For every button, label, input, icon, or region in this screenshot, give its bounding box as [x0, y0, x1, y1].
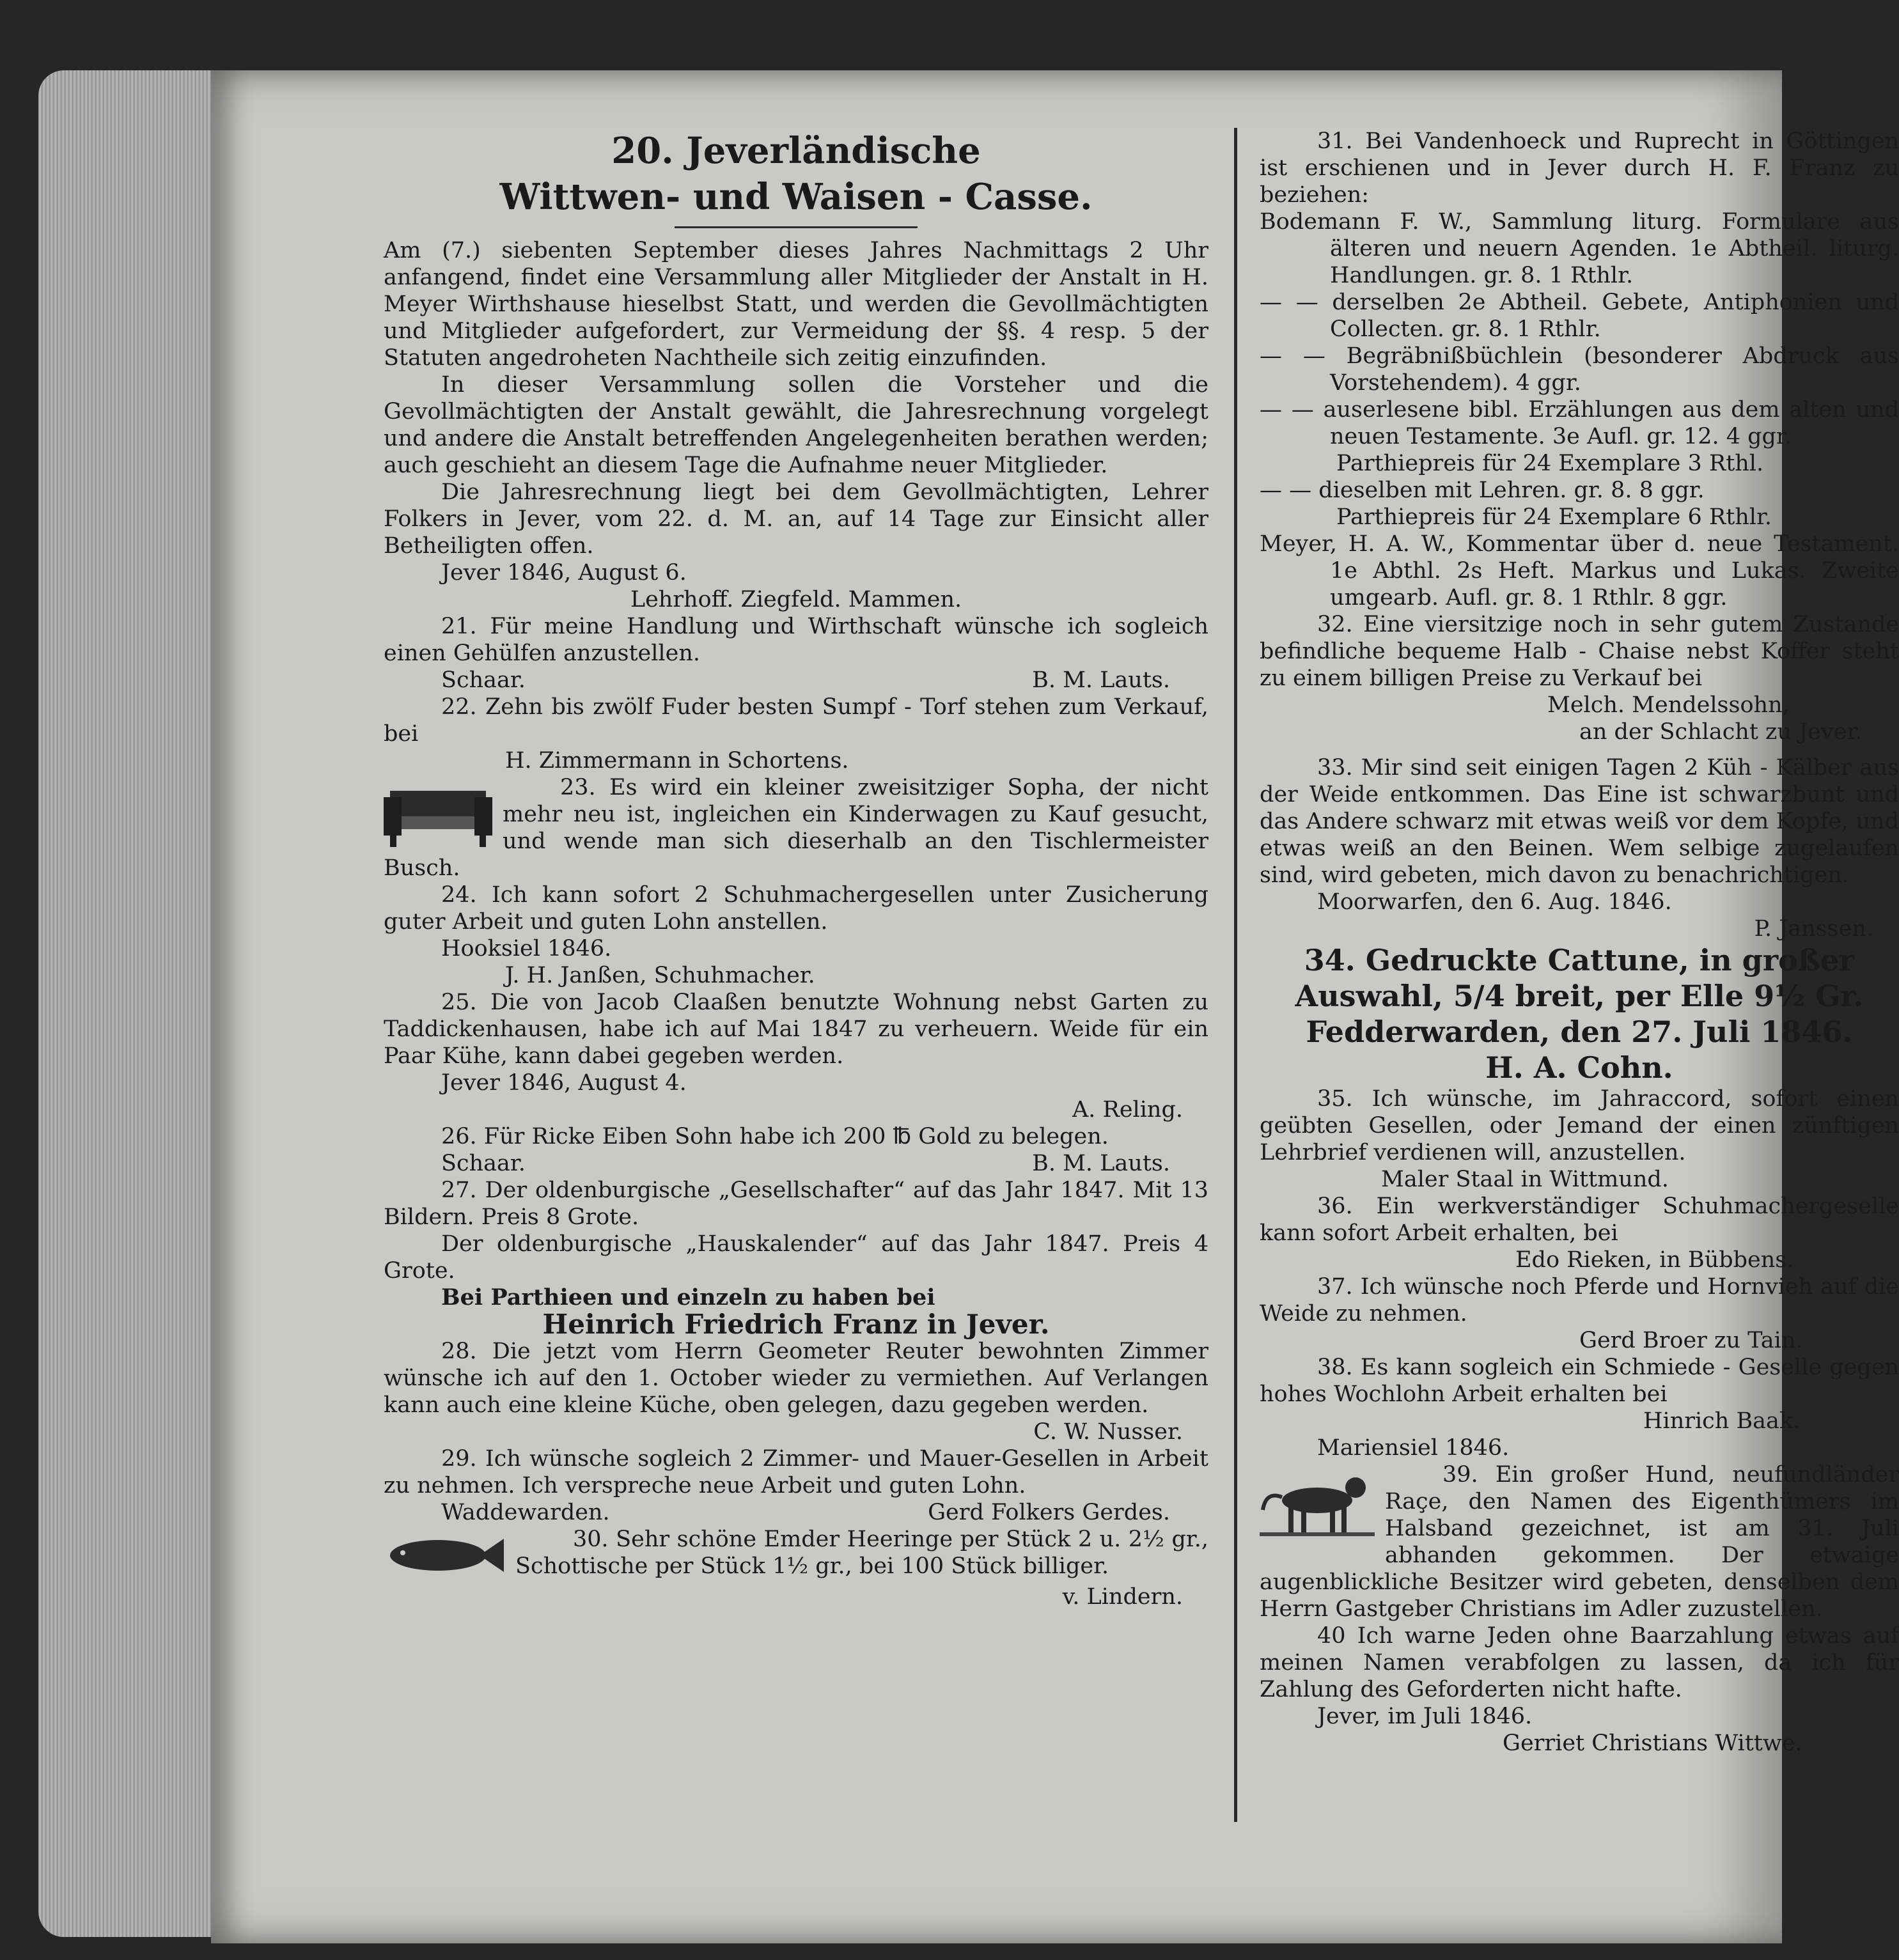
ad-38-place: Mariensiel 1846.	[1317, 1435, 1510, 1461]
ad-24-place: Hooksiel 1846.	[441, 936, 612, 961]
ad-24-sign: J. H. Janßen, Schuhmacher.	[505, 963, 815, 988]
ad-37-sign: Gerd Broer zu Tain.	[1579, 1328, 1803, 1353]
ad-25-sign: A. Reling.	[1072, 1097, 1183, 1123]
ad-27-gesellschafter: 27. Der oldenburgische „Gesellschafter“ auf das Jahr 1847. Mit 13 Bildern. Preis 8 Grote.	[384, 1178, 1208, 1230]
ad-34-line1: 34. Gedruckte Cattune, in großer	[1304, 943, 1855, 977]
ad-26: 26. Für Ricke Eiben Sohn habe ich 200 ℔ Gold zu belegen.	[441, 1124, 1109, 1149]
ad-33: 33. Mir sind seit einigen Tagen 2 Küh - Kälber aus der Weide entkommen. Das Eine ist schwarzbunt und das Andere schwarz mit etwas weiß vor dem Kopfe, und etwas weiß an den Beinen. Wem selbige zugelaufen sind, wird gebeten, mich davon zu benachrichtigen.	[1260, 755, 1899, 888]
ad-32-sign-place: an der Schlacht zu Jever.	[1579, 719, 1863, 745]
book-bodemann-5-price: Parthiepreis für 24 Exemplare 6 Rthlr.	[1336, 504, 1772, 530]
ad-30-sign: v. Lindern.	[1062, 1584, 1183, 1610]
ad-30: 30. Sehr schöne Emder Heeringe per Stück 2 u. 2½ gr., Schottische per Stück 1½ gr., bei 100 Stück billiger.	[384, 1526, 1208, 1580]
ad-31: 31. Bei Vandenhoeck und Ruprecht in Göttingen ist erschienen und in Jever durch H. F. Franz zu beziehen:	[1260, 128, 1899, 208]
ad-27-availability: Bei Parthieen und einzeln zu haben bei	[441, 1284, 935, 1311]
ad-35: 35. Ich wünsche, im Jahraccord, sofort einen geübten Gesellen, oder Jemand der einen zünftigen Lehrbrief verdienen will, anzustellen.	[1260, 1086, 1899, 1165]
ad-34-sign: H. A. Cohn.	[1485, 1050, 1673, 1085]
ad-29: 29. Ich wünsche sogleich 2 Zimmer- und Mauer-Gesellen in Arbeit zu nehmen. Ich verspreche neue Arbeit und guten Lohn.	[384, 1446, 1208, 1498]
ad-27-seller: Heinrich Friedrich Franz in Jever.	[542, 1309, 1050, 1340]
ad-21: 21. Für meine Handlung und Wirthschaft wünsche ich sogleich einen Gehülfen anzustellen.	[384, 614, 1208, 666]
notice-paragraph-2: In dieser Versammlung sollen die Vorsteher und die Gevollmächtigten der Anstalt gewählt, die Jahresrechnung vorgelegt und andere die Anstalt betreffenden Angelegenheiten berathen werden; auch geschieht an diesem Tage die Aufnahme neuer Mitglieder.	[384, 372, 1208, 478]
notice-paragraph-3: Die Jahresrechnung liegt bei dem Gevollmächtigten, Lehrer Folkers in Jever, vom 22. d. M. an, auf 14 Tage zur Einsicht aller Betheiligten offen.	[384, 479, 1208, 559]
ad-35-sign: Maler Staal in Wittmund.	[1381, 1167, 1669, 1192]
ad-34-line2: Auswahl, 5/4 breit, per Elle 9½ Gr.	[1295, 979, 1864, 1013]
ad-32-sign-name: Melch. Mendelssohn,	[1547, 692, 1790, 718]
ad-25: 25. Die von Jacob Claaßen benutzte Wohnung nebst Garten zu Taddickenhausen, habe ich auf Mai 1847 zu verheuern. Weide für ein Paar Kühe, kann dabei gegeben werden.	[384, 990, 1208, 1069]
right-column	[1260, 128, 1899, 1757]
ad-22: 22. Zehn bis zwölf Fuder besten Sumpf - Torf stehen zum Verkauf, bei	[384, 694, 1208, 747]
left-column	[384, 128, 1208, 1610]
book-bodemann-5: — — dieselben mit Lehren. gr. 8. 8 ggr.	[1260, 478, 1705, 503]
ad-27-hauskalender: Der oldenburgische „Hauskalender“ auf das Jahr 1847. Preis 4 Grote.	[384, 1231, 1208, 1284]
ad-29-place: Waddewarden. Gerd Folkers Gerdes.	[441, 1500, 1170, 1525]
book-bodemann-1: Bodemann F. W., Sammlung liturg. Formulare aus älteren und neuern Agenden. 1e Abtheil. liturg. Handlungen. gr. 8. 1 Rthlr.	[1260, 209, 1899, 288]
ad-40-sign: Gerriet Christians Wittwe.	[1503, 1731, 1802, 1756]
notice-paragraph-1: Am (7.) siebenten September dieses Jahres Nachmittags 2 Uhr anfangend, findet eine Versammlung aller Mitglieder der Anstalt in H. Meyer Wirthshause hieselbst Statt, und werden die Gevollmächtigten und Mitglieder aufgefordert, zur Vermeidung der §§. 4 resp. 5 der Statuten angedroheten Nachtheile sich zeitig einzufinden.	[384, 238, 1208, 371]
ad-33-sign: P. Janssen.	[1754, 916, 1873, 942]
column-divider	[1234, 128, 1237, 1822]
section-heading	[384, 128, 1208, 174]
newspaper-page	[211, 70, 1899, 1943]
dog-icon	[1260, 1465, 1375, 1542]
ad-24: 24. Ich kann sofort 2 Schuhmachergesellen unter Zusicherung guter Arbeit und guten Lohn anstellen.	[384, 882, 1208, 935]
ad-34-line3: Fedderwarden, den 27. Juli 1846.	[1306, 1015, 1853, 1049]
ad-37: 37. Ich wünsche noch Pferde und Hornvieh auf die Weide zu nehmen.	[1260, 1274, 1899, 1326]
ad-38-sign: Hinrich Baak.	[1643, 1408, 1801, 1434]
book-page-edges	[38, 70, 217, 1937]
heading-rule	[675, 226, 918, 228]
section-title-line1: Jeverländische	[686, 130, 981, 172]
ad-21-place: Schaar. B. M. Lauts.	[441, 667, 1170, 693]
ad-36: 36. Ein werkverständiger Schuhmachergeselle kann sofort Arbeit erhalten, bei	[1260, 1194, 1899, 1246]
ad-28: 28. Die jetzt vom Herrn Geometer Reuter bewohnten Zimmer wünsche ich auf den 1. October wieder zu vermiethen. Auf Verlangen kann auch eine kleine Küche, oben gelegen, dazu gegeben werden.	[384, 1339, 1208, 1418]
book-bodemann-4-price: Parthiepreis für 24 Exemplare 3 Rthl.	[1336, 451, 1764, 476]
ad-36-sign: Edo Rieken, in Bübbens.	[1515, 1247, 1794, 1273]
ad-26-place: Schaar. B. M. Lauts.	[441, 1151, 1170, 1176]
ad-40-date: Jever, im Juli 1846.	[1317, 1704, 1533, 1729]
sofa-icon	[384, 778, 492, 848]
ad-25-date: Jever 1846, August 4.	[441, 1070, 687, 1096]
book-bodemann-2: — — derselben 2e Abtheil. Gebete, Antiphonien und Collecten. gr. 8. 1 Rthlr.	[1260, 290, 1899, 342]
notice-signatures: Lehrhoff. Ziegfeld. Mammen.	[630, 587, 962, 612]
ad-22-sign: H. Zimmermann in Schortens.	[505, 748, 849, 774]
ad-39: 39. Ein großer Hund, neufundländer Raçe, den Namen des Eigenthümers im Halsband gezeichnet, ist am 31. Juli abhanden gekommen. Der etwaige augenblickliche Besitzer wird gebeten, denselben dem Herrn Gastgeber Christians im Adler zuzustellen.	[1260, 1462, 1899, 1622]
ad-32: 32. Eine viersitzige noch in sehr gutem Zustande befindliche bequeme Halb - Chaise nebst Koffer steht zu einem billigen Preise zu Verkauf bei	[1260, 612, 1899, 691]
book-bodemann-4: — — auserlesene bibl. Erzählungen aus dem alten und neuen Testamente. 3e Aufl. gr. 12. 4 ggr.	[1260, 397, 1899, 449]
section-number: 20.	[611, 130, 674, 172]
ad-40: 40 Ich warne Jeden ohne Baarzahlung etwas auf meinen Namen verabfolgen zu lassen, da ich für Zahlung des Geforderten nicht hafte.	[1260, 1623, 1899, 1702]
ad-23: 23. Es wird ein kleiner zweisitziger Sopha, der nicht mehr neu ist, ingleichen ein Kinderwagen zu Kauf gesucht, und wende man sich dieserhalb an den Tischlermeister Busch.	[384, 775, 1208, 881]
book-meyer: Meyer, H. A. W., Kommentar über d. neue Testament. 1e Abthl. 2s Heft. Markus und Lukas. Zweite umgearb. Aufl. gr. 8. 1 Rthlr. 8 ggr.	[1260, 531, 1899, 611]
fish-icon	[384, 1530, 505, 1581]
ad-33-date: Moorwarfen, den 6. Aug. 1846.	[1317, 889, 1672, 915]
section-title-line2: Wittwen- und Waisen - Casse.	[499, 176, 1093, 218]
notice-date: Jever 1846, August 6.	[441, 560, 687, 586]
ad-38: 38. Es kann sogleich ein Schmiede - Geselle gegen hohes Wochlohn Arbeit erhalten bei	[1260, 1355, 1899, 1407]
book-bodemann-3: — — Begräbnißbüchlein (besonderer Abdruck aus Vorstehendem). 4 ggr.	[1260, 343, 1899, 396]
ad-28-sign: C. W. Nusser.	[1033, 1419, 1183, 1445]
